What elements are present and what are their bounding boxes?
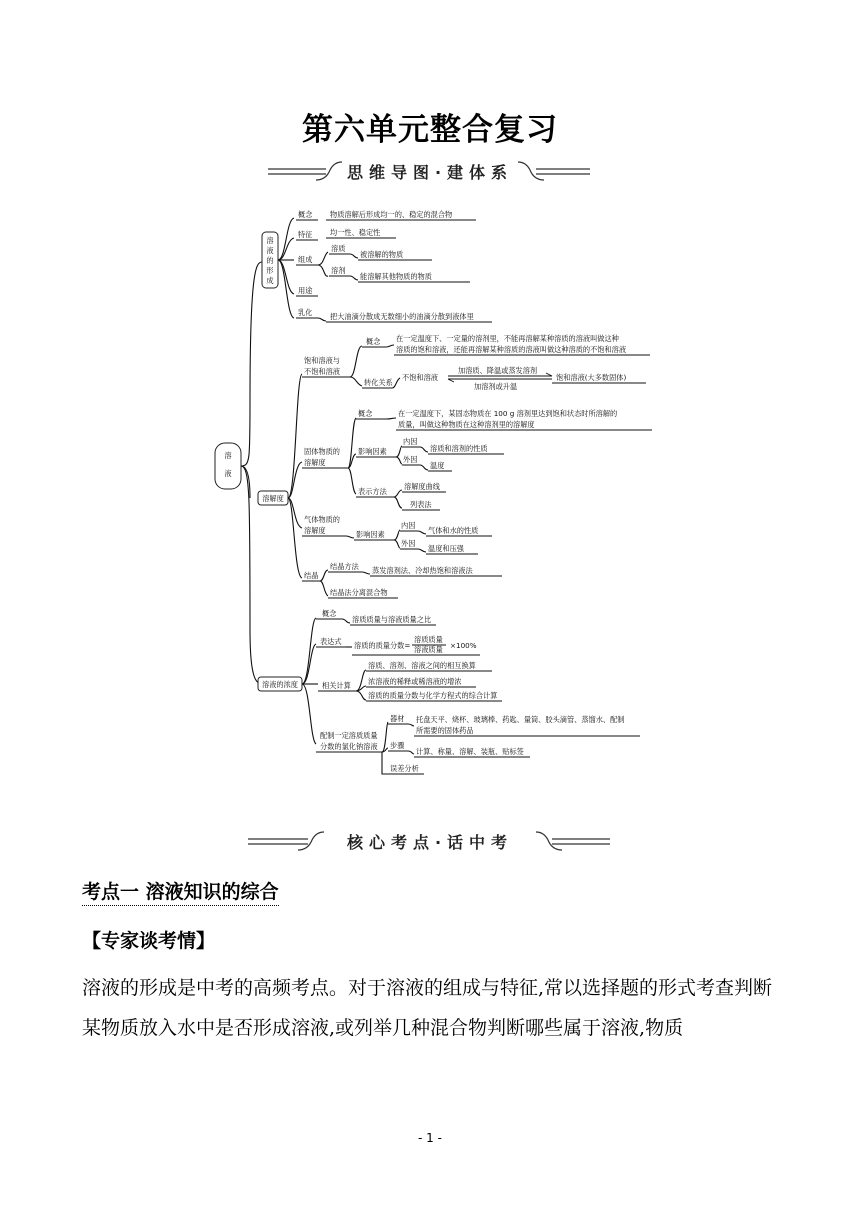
formation-feature-label: 特征 <box>298 230 313 239</box>
banner-core-text: 核心考点·话中考 <box>346 833 514 852</box>
svg-text:形: 形 <box>266 266 274 275</box>
factor-label: 影响因素 <box>358 447 387 456</box>
expr-text: 溶质的质量分数= <box>354 641 411 650</box>
sat-concept-label: 概念 <box>366 337 381 346</box>
concentration-label: 溶液的浓度 <box>262 680 298 689</box>
formation-composition-label: 组成 <box>298 255 313 264</box>
saturated-label-1: 饱和溶液与 <box>304 356 340 365</box>
formation-emulsify-text: 把大油滴分散成无数细小的油滴分散到液体里 <box>330 312 474 321</box>
svg-text:溶: 溶 <box>266 236 274 245</box>
calc-3: 溶质的质量分数与化学方程式的综合计算 <box>368 691 498 700</box>
sat-text: 饱和溶液(大多数固体) <box>556 373 627 382</box>
formation-emulsify-label: 乳化 <box>298 308 313 317</box>
convert-top: 加溶质、降温或蒸发溶剂 <box>458 366 538 375</box>
unsat-text: 不饱和溶液 <box>402 373 438 382</box>
solid-label-1: 固体物质的 <box>304 447 340 456</box>
formation-concept-text: 物质溶解后形成均一的、稳定的混合物 <box>330 210 453 219</box>
core-points-banner <box>0 826 860 862</box>
convert-bottom: 加溶剂或升温 <box>474 382 518 391</box>
convert-label: 转化关系 <box>364 378 393 387</box>
solid-concept-label: 概念 <box>358 409 373 418</box>
steps-label: 步骤 <box>390 741 405 750</box>
solute-label: 溶质 <box>331 244 346 253</box>
expr-denominator: 溶液质量 <box>414 645 443 654</box>
solvent-label: 溶剂 <box>331 266 346 275</box>
formation-concept-label: 概念 <box>298 210 313 219</box>
solvent-text: 能溶解其他物质的物质 <box>360 272 432 281</box>
error-label: 误差分析 <box>390 764 419 773</box>
cryst-label: 结晶 <box>304 571 319 580</box>
gas-factor-label: 影响因素 <box>356 530 385 539</box>
equip-label: 器材 <box>390 714 405 723</box>
root-char-1: 溶 <box>224 451 232 460</box>
steps-text: 计算、称量、溶解、装瓶、贴标签 <box>416 747 524 756</box>
section-heading: 考点一 溶液知识的综合 <box>82 877 279 906</box>
svg-text:的: 的 <box>266 256 274 265</box>
equip-line1: 托盘天平、烧杯、玻璃棒、药匙、量筒、胶头滴管、蒸馏水、配制 <box>416 715 625 724</box>
body-paragraph: 溶液的形成是中考的高频考点。对于溶液的组成与特征,常以选择题的形式考查判断某物质放入水中是否形成溶液,或列举几种混合物判断哪些属于溶液,物质 <box>82 977 773 1039</box>
curve-text: 溶解度曲线 <box>404 482 440 491</box>
solid-concept-line2: 质量，叫做这种物质在这种溶剂里的溶解度 <box>398 420 535 429</box>
formation-feature-text: 均一性、稳定性 <box>330 228 381 237</box>
gas-inner-text: 气体和水的性质 <box>428 526 479 535</box>
sub-heading: 【专家谈考情】 <box>82 930 216 952</box>
sat-concept-line1: 在一定温度下、一定量的溶剂里，不能再溶解某种溶质的溶液叫做这种 <box>396 334 619 343</box>
cryst-separate-text: 结晶法分离混合物 <box>330 588 388 597</box>
svg-text:液: 液 <box>266 246 274 255</box>
solid-label-2: 溶解度 <box>304 458 326 467</box>
page-number: - 1 - <box>418 1131 442 1145</box>
calc-label: 相关计算 <box>322 681 351 690</box>
gas-label-1: 气体物质的 <box>304 515 340 524</box>
inner-label: 内因 <box>403 437 418 446</box>
prep-label-2: 分数的氯化钠溶液 <box>320 742 378 751</box>
root-char-2: 液 <box>224 469 232 478</box>
mindmap <box>0 200 860 800</box>
solute-text: 被溶解的物质 <box>360 250 404 259</box>
gas-inner-label: 内因 <box>401 521 416 530</box>
cryst-method-text: 蒸发溶剂法、冷却热饱和溶液法 <box>372 566 473 575</box>
expr-label: 表达式 <box>320 637 342 646</box>
mindmap-banner <box>0 156 860 192</box>
calc-1: 溶质、溶剂、溶液之间的相互换算 <box>368 661 476 670</box>
repr-label: 表示方法 <box>358 487 387 496</box>
formation-use-label: 用途 <box>298 286 313 295</box>
prep-label-1: 配制一定溶质质量 <box>320 731 378 740</box>
table-text: 列表法 <box>410 500 432 509</box>
equip-line2: 所需要的固体药品 <box>416 726 474 735</box>
solid-concept-line1: 在一定温度下，某固态物质在 100 g 溶剂里达到饱和状态时所溶解的 <box>398 409 618 418</box>
conc-concept-label: 概念 <box>322 609 337 618</box>
saturated-label-2: 不饱和溶液 <box>304 367 340 376</box>
gas-outer-text: 温度和压强 <box>428 544 464 553</box>
gas-label-2: 溶解度 <box>304 526 326 535</box>
outer-text: 温度 <box>430 461 445 470</box>
page-title: 第六单元整合复习 <box>302 112 558 148</box>
expr-times: ×100% <box>450 641 477 650</box>
conc-concept-text: 溶质质量与溶液质量之比 <box>352 615 432 624</box>
outer-label: 外因 <box>403 455 418 464</box>
sat-concept-line2: 溶质的饱和溶液，还能再溶解某种溶质的溶液叫做这种溶质的不饱和溶液 <box>396 345 627 354</box>
banner-mindmap-text: 思维导图·建体系 <box>346 163 514 182</box>
calc-2: 浓溶液的稀释或稀溶液的增浓 <box>368 677 462 686</box>
expr-numerator: 溶质质量 <box>414 635 443 644</box>
inner-text: 溶质和溶剂的性质 <box>430 444 488 453</box>
solubility-label: 溶解度 <box>262 494 284 503</box>
mindmap-root-node <box>215 443 241 489</box>
svg-text:成: 成 <box>266 276 274 285</box>
cryst-method-label: 结晶方法 <box>330 562 359 571</box>
gas-outer-label: 外因 <box>401 539 416 548</box>
